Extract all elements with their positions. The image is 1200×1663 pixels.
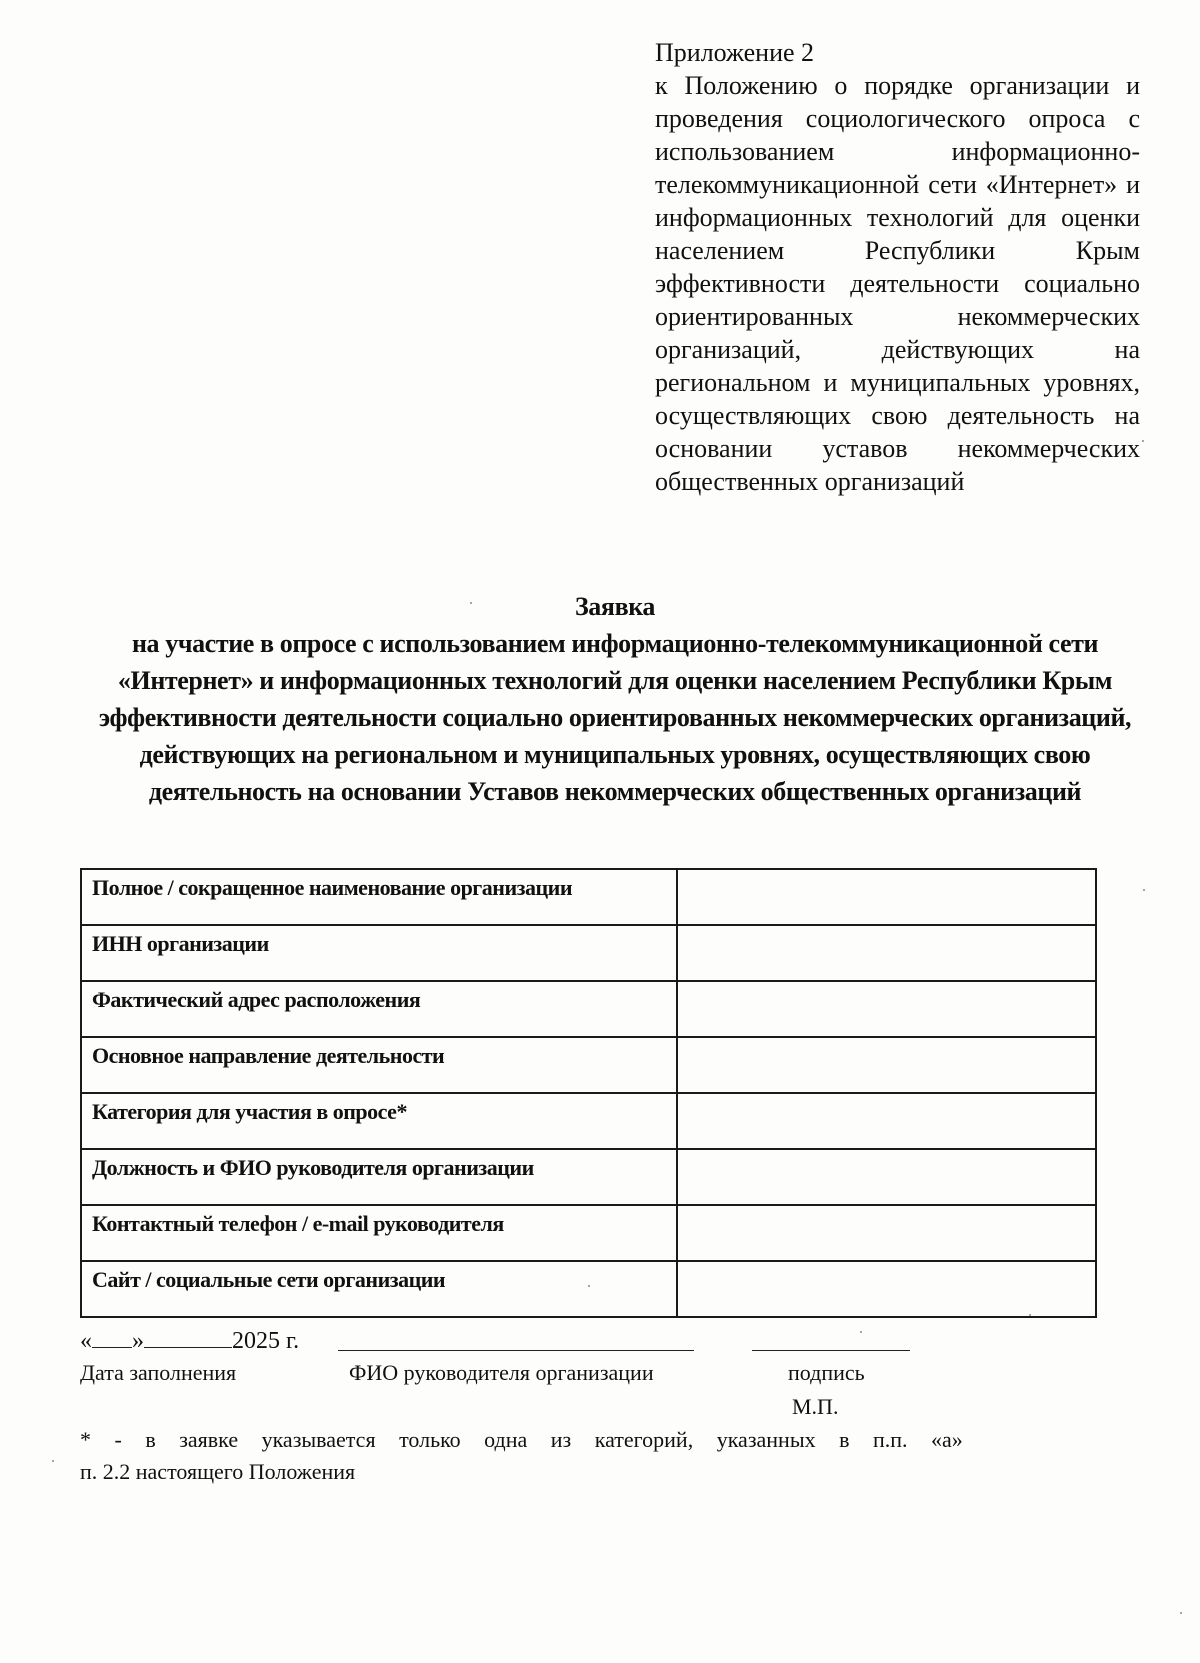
date-caption: Дата заполнения <box>80 1360 237 1385</box>
title-block <box>60 588 1170 810</box>
appendix-number: Приложение 2 <box>655 38 815 67</box>
scan-speck <box>52 1460 54 1462</box>
form-row-label: Контактный телефон / e-mail руководителя <box>81 1205 677 1261</box>
form-row-label: ИНН организации <box>81 925 677 981</box>
form-row-contact <box>81 1205 1096 1261</box>
form-row-main-activity <box>81 1037 1096 1093</box>
form-row-value[interactable] <box>677 869 1096 925</box>
scan-speck <box>470 602 472 604</box>
date-year: 2025 г. <box>232 1328 300 1354</box>
form-row-value[interactable] <box>677 1261 1096 1317</box>
scan-speck <box>1180 1612 1182 1614</box>
signature-line[interactable] <box>752 1350 910 1351</box>
form-row-value[interactable] <box>677 1205 1096 1261</box>
document-title: Заявка <box>574 592 656 621</box>
director-name-line[interactable] <box>338 1350 694 1351</box>
appendix-body: к Положению о порядке организации и проведения социологического опроса с использованием информационно-телекоммуникационной сети «Интернет» и информационных технологий для оценки населением Республики Крым эффективности деятельности социально ориентированных некоммерческих организаций, действующих на региональном и муниципальных уровнях, осуществляющих свою деятельность на основании уставов некоммерческих общественных организаций <box>655 71 1140 496</box>
form-row-label: Полное / сокращенное наименование организации <box>81 869 677 925</box>
footnote <box>80 1424 1102 1455</box>
scan-speck <box>1142 440 1144 442</box>
footnote-line-1: * - в заявке указывается только одна из категорий, указанных в п.п. «а» <box>80 1427 963 1452</box>
form-row-label: Категория для участия в опросе* <box>81 1093 677 1149</box>
form-row-label: Должность и ФИО руководителя организации <box>81 1149 677 1205</box>
document-subtitle: на участие в опросе с использованием информационно-телекоммуникационной сети «Интернет» и информационных технологий для оценки населением Республики Крым эффективности деятельности социально ориентированных некоммерческих организаций, действующих на региональном и муниципальных уровнях, осуществляющих свою деятельность на основании Уставов некоммерческих общественных организаций <box>98 629 1132 806</box>
footnote-line-2: п. 2.2 настоящего Положения <box>80 1459 356 1484</box>
application-form-table <box>80 868 1097 1318</box>
day-blank[interactable] <box>92 1329 132 1348</box>
month-blank[interactable] <box>144 1329 232 1348</box>
date-close-quote: » <box>132 1328 144 1354</box>
form-row-label: Основное направление деятельности <box>81 1037 677 1093</box>
scan-speck <box>1143 889 1145 891</box>
form-row-value[interactable] <box>677 1037 1096 1093</box>
form-row-value[interactable] <box>677 981 1096 1037</box>
form-row-value[interactable] <box>677 925 1096 981</box>
date-field[interactable] <box>80 1328 299 1355</box>
signature-caption: подпись <box>788 1360 865 1385</box>
form-row-value[interactable] <box>677 1093 1096 1149</box>
scan-speck <box>588 1285 590 1287</box>
form-row-address <box>81 981 1096 1037</box>
appendix-reference <box>655 36 1140 498</box>
form-row-label: Сайт / социальные сети организации <box>81 1261 677 1317</box>
form-row-label: Фактический адрес расположения <box>81 981 677 1037</box>
form-row-inn <box>81 925 1096 981</box>
stamp-caption: М.П. <box>792 1394 839 1419</box>
scan-speck <box>1029 1314 1031 1316</box>
date-open-quote: « <box>80 1328 92 1354</box>
form-row-website <box>81 1261 1096 1317</box>
scan-speck <box>860 1331 862 1333</box>
form-row-value[interactable] <box>677 1149 1096 1205</box>
name-caption: ФИО руководителя организации <box>349 1360 654 1385</box>
form-row-organization-name <box>81 869 1096 925</box>
form-row-director <box>81 1149 1096 1205</box>
form-row-category <box>81 1093 1096 1149</box>
